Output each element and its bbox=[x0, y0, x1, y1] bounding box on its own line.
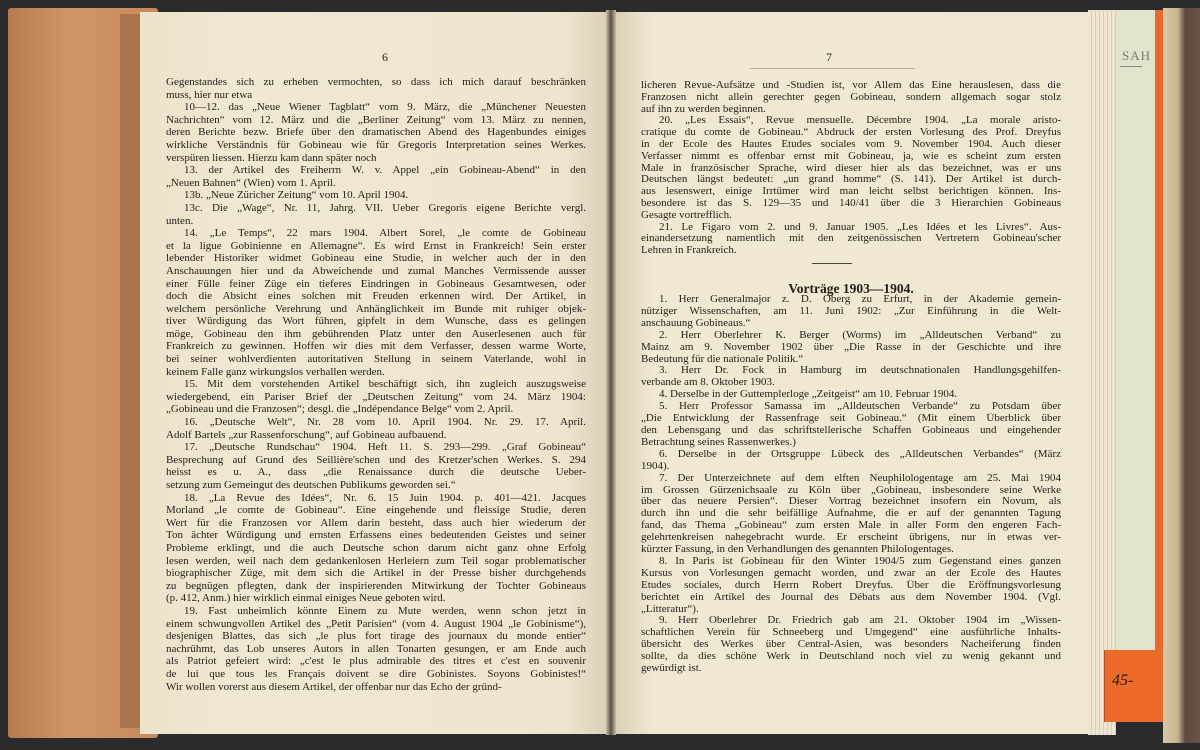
text-line: et la ligue Gobinienne en Allemagne“. Es wird Ernst in Frankreich! Sein erster bbox=[166, 239, 586, 252]
lecture-entry bbox=[641, 473, 1061, 556]
text-line: nütziger Wissenschaften, am 11. Juni 1902: „Zur Einführung in die Welt- bbox=[641, 305, 1061, 317]
page-number-left: 6 bbox=[382, 50, 388, 64]
lecture-entry bbox=[641, 365, 1061, 389]
text-line: Verfasser nimmt es offenbar ernst mit Gobineau, ja, wie es scheint zum ersten bbox=[641, 150, 1061, 162]
text-line: 2. Herr Oberlehrer K. Berger (Worms) im „Alldeutschen Verband“ zu bbox=[659, 329, 1061, 341]
text-line: unten. bbox=[166, 214, 194, 227]
text-line: einandersetzung namentlich mit den zeitgenössischen Vertretern Gobineau'scher bbox=[641, 233, 1061, 245]
text-line: „Gobineau und die Franzosen“; desgl. die „Indépendance Belge“ vom 2. April. bbox=[166, 403, 514, 416]
text-line: 7. Der Unterzeichnete auf dem elften Neuphilologentage am 25. Mai 1904 bbox=[659, 472, 1061, 484]
right-page-literature-text bbox=[641, 80, 1061, 257]
paragraph bbox=[166, 164, 586, 189]
text-line: 15. Mit dem vorstehenden Artikel beschäftigt sich, ihn zugleich auszugsweise bbox=[184, 378, 586, 391]
text-line: 20. „Les Essais“, Revue mensuelle. Décembre 1904. „La morale aristo- bbox=[659, 115, 1061, 127]
book-gutter bbox=[606, 10, 616, 735]
text-line: desjenigen Blattes, das sich „le plus fort tirage des journaux du monde entier“ bbox=[166, 630, 586, 643]
text-line: 10—12. das „Neue Wiener Tagblatt“ vom 9. März, die „Münchener Neuesten bbox=[184, 101, 586, 114]
text-line: kürzter Fassung, in den Verhandlungen des genannten Philologentages. bbox=[641, 544, 954, 556]
text-line: durch ihn und die sehr beifällige Aufnahme, die er auf der genannten Tagung bbox=[641, 508, 1061, 520]
text-line: verspüren liessen. Hierzu kam dann später noch bbox=[166, 151, 377, 164]
paragraph bbox=[166, 189, 586, 202]
text-line: 18. „La Revue des Idées“, Nr. 6. 15 Juin 1904. p. 401—421. Jacques bbox=[184, 491, 586, 504]
text-line: „Litteratur“). bbox=[641, 603, 699, 615]
text-line: Ton ächter Würdigung und ernsten Erfassens eines bedeutenden Geistes und seiner bbox=[166, 529, 586, 542]
paragraph bbox=[166, 416, 586, 441]
text-line: wirkliche Verständnis für Gobineau wie für Gregoris Interpretation seines Werkes. bbox=[166, 138, 586, 151]
text-line: 5. Herr Professor Samassa im „Alldeutschen Verbande“ zu Potsdam über bbox=[659, 401, 1061, 413]
text-line: Wert für die Franzosen vor Allem darin besteht, dass auch hier wiederum der bbox=[166, 516, 586, 529]
section-divider bbox=[812, 263, 852, 264]
text-line: Gegenstandes sich zu erheben vermochten, so dass ich mich darauf beschränken bbox=[166, 76, 586, 88]
text-line: deren Berichte bezw. Briefe über den dramatischen Abend des Hagenbundes einiges bbox=[166, 126, 586, 139]
text-line: nachrühmt, das Lob unseres Autors in allen Tonarten gesungen, er am Ende auch bbox=[166, 642, 586, 655]
paragraph bbox=[166, 441, 586, 491]
orange-divider-strip bbox=[1155, 10, 1163, 660]
paragraph bbox=[166, 605, 586, 693]
text-line: gelehrtenkreisen nahegebracht wurde. Er erscheint übrigens, nur in etwas ver- bbox=[641, 532, 1061, 544]
paragraph bbox=[166, 378, 586, 416]
insert-slip-rule bbox=[1120, 66, 1142, 67]
text-line: besondere ist das S. 129—35 und 140/41 über die 3 Hierarchien Gobineaus bbox=[641, 197, 1061, 209]
paragraph bbox=[641, 80, 1061, 115]
text-line: Morland „le comte de Gobineau“. Eine eingehende und fleissige Studie, deren bbox=[166, 504, 586, 517]
text-line: Franzosen nicht allein gerechter gegen Gobineau, sondern allgemach sogar stolz bbox=[641, 91, 1061, 103]
text-line: bei seiner wohlverdienten autoritativen Stellung in seinem Vaterlande, wohl in bbox=[166, 353, 586, 366]
text-line: einem schwungvollen Artikel des „Petit Parisien“ (vom 4. August 1904 „le Gobinisme“), bbox=[166, 617, 586, 630]
text-line: zu begnügen pflegten, dank der inspirierenden Mitwirkung der Tochter Gobineaus bbox=[166, 579, 586, 592]
paragraph bbox=[166, 202, 586, 227]
paragraph bbox=[166, 76, 586, 101]
text-line: Deutschen längst bedeutet: „un grand homme“ (S. 141). Der Artikel ist durch- bbox=[641, 174, 1061, 186]
page-number-right: 7 bbox=[826, 50, 832, 64]
text-line: Gesagte vortrefflich. bbox=[641, 209, 732, 221]
text-line: über das neuere Persien“. Dieser Vortrag bezeichnet insofern ein Novum, als bbox=[641, 496, 1061, 508]
text-line: muss, hier nur etwa bbox=[166, 88, 253, 101]
insert-slip-label: SAH bbox=[1122, 48, 1152, 63]
text-line: Mainz am 9. November 1902 über „Die Rasse in der Geschichte und ihre bbox=[641, 341, 1061, 353]
text-line: (p. 412, Anm.) hier wirklich einmal einiges Neue geboten wird. bbox=[166, 592, 446, 605]
text-line: „Die Entwicklung der Rassenfrage seit Gobineau.“ (Mit einem Überblick über bbox=[641, 413, 1061, 425]
text-line: schaftlichen Verein für Schneeberg und Umgegend“ eine ausführliche Inhalts- bbox=[641, 627, 1061, 639]
lecture-entry bbox=[641, 556, 1061, 616]
text-line: Anschauungen hier und da Abweichende und zumal Manches Vermissende ausser bbox=[166, 264, 586, 277]
text-line: 16. „Deutsche Welt“, Nr. 28 vom 10. April 1904. Nr. 29. 17. April. bbox=[184, 416, 586, 429]
text-line: Probleme erklingt, und die auch Deutsche schon darum nicht ganz ohne Erfolg bbox=[166, 541, 586, 554]
text-line: 13c. Die „Wage“, Nr. 11, Jahrg. VII. Ueber Gregoris eigene Berichte vergl. bbox=[184, 201, 586, 214]
text-line: lesen werden, weil nach dem gedankenlosen Herleiern zum Teil sogar problematischer bbox=[166, 554, 586, 567]
text-line: biographischer Züge, mit dem sich die Artikel in der Presse bisher durchgehends bbox=[166, 567, 586, 580]
paragraph bbox=[641, 222, 1061, 257]
text-line: de lui que tous les Français doivent se dire Gobinistes. Soyons Gobinistes!“ bbox=[166, 667, 586, 680]
text-line: Betrachtung seines Rassenwerkes.) bbox=[641, 436, 796, 448]
text-line: 13. der Artikel des Freiherrn W. v. Appel „ein Gobineau-Abend“ in den bbox=[184, 164, 586, 177]
lecture-entry bbox=[641, 389, 1061, 401]
text-line: 13b. „Neue Züricher Zeitung“ vom 10. April 1904. bbox=[184, 189, 409, 202]
text-line: anschauung Gobineaus.“ bbox=[641, 317, 751, 329]
text-line: Etudes sociales, durch Herrn Robert Dreyfus. Über die Eröffnungsvorlesung bbox=[641, 579, 1061, 591]
text-line: einer Fülle feiner Züge ein tieferes Eindringen in Gobineaus Gesamtwesen, oder bbox=[166, 277, 586, 290]
text-line: Besprechung auf Grund des Seillière'schen und des Kretzer'schen Werkes. S. 294 bbox=[166, 453, 586, 466]
text-line: licheren Revue-Aufsätze und -Studien ist, vor Allem das Eine herauslesen, dass die bbox=[641, 80, 1061, 91]
text-line: auf ihn zu werden beginnen. bbox=[641, 103, 766, 115]
text-line: fand, das Thema „Gobineau“ zum ersten Male in aller Form den engeren Fach- bbox=[641, 520, 1061, 532]
text-line: den Lebensgang und das schriftstellerische Schaffen Gobineaus und eingehender bbox=[641, 424, 1061, 436]
insert-slip bbox=[1116, 10, 1160, 650]
text-line: 21. Le Figaro vom 2. und 9. Januar 1905. „Les Idées et les Livres“. Aus- bbox=[659, 221, 1061, 233]
text-line: 1904). bbox=[641, 460, 670, 472]
text-line: setzung zum Gemeingut des deutschen Publikums geworden sei.“ bbox=[166, 479, 456, 491]
text-line: möge, Gobineau den ihm gebührenden Platz unter den Auserlesenen auch für bbox=[166, 327, 586, 340]
text-line: tiver Würdigung das Wort führen, gipfelt in dem Wunsche, dass es gelingen bbox=[166, 315, 586, 328]
text-line: doch die Absicht eines solchen mit Freuden erkennen wird. Der Artikel, in bbox=[166, 290, 586, 303]
text-line: Frankreich zu gewinnen. Hoffen wir dies mit dem Verfasser, dessen warme Worte, bbox=[166, 340, 586, 353]
paragraph bbox=[166, 227, 586, 378]
text-line: Adolf Bartels „zur Rassenforschung“, auf Gobineau aufbauend. bbox=[166, 428, 447, 441]
text-line: sollte, da dies schöne Werk in Deutschland noch viel zu wenig gekannt und bbox=[641, 651, 1061, 663]
text-line: Bedeutung für die nationale Politik.“ bbox=[641, 353, 804, 365]
text-line: 9. Herr Oberlehrer Dr. Friedrich gab am 21. Oktober 1904 im „Wissen- bbox=[659, 615, 1061, 627]
paragraph bbox=[166, 101, 586, 164]
left-page-text bbox=[166, 76, 586, 693]
text-line: 3. Herr Dr. Fock in Hamburg im deutschnationalen Handlungsgehilfen- bbox=[659, 365, 1061, 377]
text-line: Kursus von Vorlesungen gemacht worden, und zwar an der Ecole des Hautes bbox=[641, 567, 1061, 579]
lecture-entry bbox=[641, 401, 1061, 449]
text-line: Male in französischer Sprache, wird dieser hier als das bezeichnet, was er uns bbox=[641, 162, 1061, 174]
text-line: 4. Derselbe in der Guttemplerloge „Zeitgeist“ am 10. Februar 1904. bbox=[659, 389, 958, 401]
text-line: 19. Fast unheimlich könnte Einem zu Mute werden, wenn schon jetzt in bbox=[184, 604, 586, 617]
lecture-entry bbox=[641, 294, 1061, 330]
text-line: gewürdigt ist. bbox=[641, 663, 702, 675]
text-line: 17. „Deutsche Rundschau“ 1904. Heft 11. S. 293—299. „Graf Gobineau“ bbox=[184, 441, 586, 454]
header-rule bbox=[750, 68, 915, 69]
text-line: im Grossen Gürzenichsaale zu Köln über „Gobineau, insbesondere seine Werke bbox=[641, 484, 1061, 496]
lecture-entry bbox=[641, 330, 1061, 366]
text-line: Wir wollen vorerst aus diesem Artikel, der offenbar nur das Echo der gründ- bbox=[166, 680, 502, 693]
text-line: 6. Derselbe in der Ortsgruppe Lübeck des „Alldeutschen Verbandes“ (März bbox=[659, 448, 1061, 460]
paragraph bbox=[166, 492, 586, 605]
text-line: cratique du comte de Gobineau.“ Abdruck der ersten Vorlesung des Prof. Dreyfus bbox=[641, 127, 1061, 139]
text-line: Nachrichten“ vom 12. März und die „Berliner Zeitung“ vom 13. März zu nennen, bbox=[166, 113, 586, 126]
text-line: wiedergebend, ein Pariser Brief der „Deutschen Zeitung“ vom 24. März 1904: bbox=[166, 390, 586, 403]
book-cover-right bbox=[1163, 8, 1200, 743]
paragraph bbox=[641, 115, 1061, 221]
text-line: als Patriot gefeiert wird: „c'est le plus admirable des titres et c'est en souvenir bbox=[166, 655, 586, 668]
text-line: aus lesenswert, einige Irrtümer wird man leicht selbst berichtigen können. Ins- bbox=[641, 186, 1061, 198]
lectures-list bbox=[641, 294, 1061, 675]
page-stack-edge bbox=[1088, 10, 1116, 735]
text-line: keinem Falle ganz wirkungslos verhallen werden. bbox=[166, 365, 385, 378]
text-line: Lehren in Frankreich. bbox=[641, 245, 737, 257]
text-line: welchem persönliche Verehrung und Anhänglichkeit im Bunde mit ruhiger objek- bbox=[166, 302, 586, 315]
text-line: lebender Historiker widmet Gobineau eine Studie, in welcher auch der in den bbox=[166, 252, 586, 265]
text-line: übersicht des Werkes über Central-Asien, was besonders Nacheiferung finden bbox=[641, 639, 1061, 651]
text-line: in der Ecole des Hautes Etudes sociales vom 9. November 1904. Auch dieser bbox=[641, 138, 1061, 150]
text-line: 8. In Paris ist Gobineau für den Winter 1904/5 zum Gegenstand eines ganzen bbox=[659, 555, 1061, 567]
lecture-entry bbox=[641, 615, 1061, 675]
handwritten-tab-note: 45- bbox=[1112, 672, 1134, 689]
section-heading: Vorträge 1903—1904. bbox=[788, 281, 914, 296]
text-line: 14. „Le Temps“, 22 mars 1904. Albert Sorel, „le comte de Gobineau bbox=[184, 227, 586, 240]
text-line: „Neuen Bahnen“ (Wien) vom 1. April. bbox=[166, 176, 336, 189]
text-line: heisst es u. A., dass „die Renaissance durch die deutsche Ueber- bbox=[166, 466, 586, 479]
text-line: verbande am 8. Oktober 1903. bbox=[641, 377, 775, 389]
text-line: berichtet ein Artikel des Journal des Débats aus dem November 1904. (Vgl. bbox=[641, 591, 1061, 603]
text-line: 1. Herr Generalmajor z. D. Oberg zu Erfurt, in der Akademie gemein- bbox=[659, 294, 1061, 305]
lecture-entry bbox=[641, 449, 1061, 473]
